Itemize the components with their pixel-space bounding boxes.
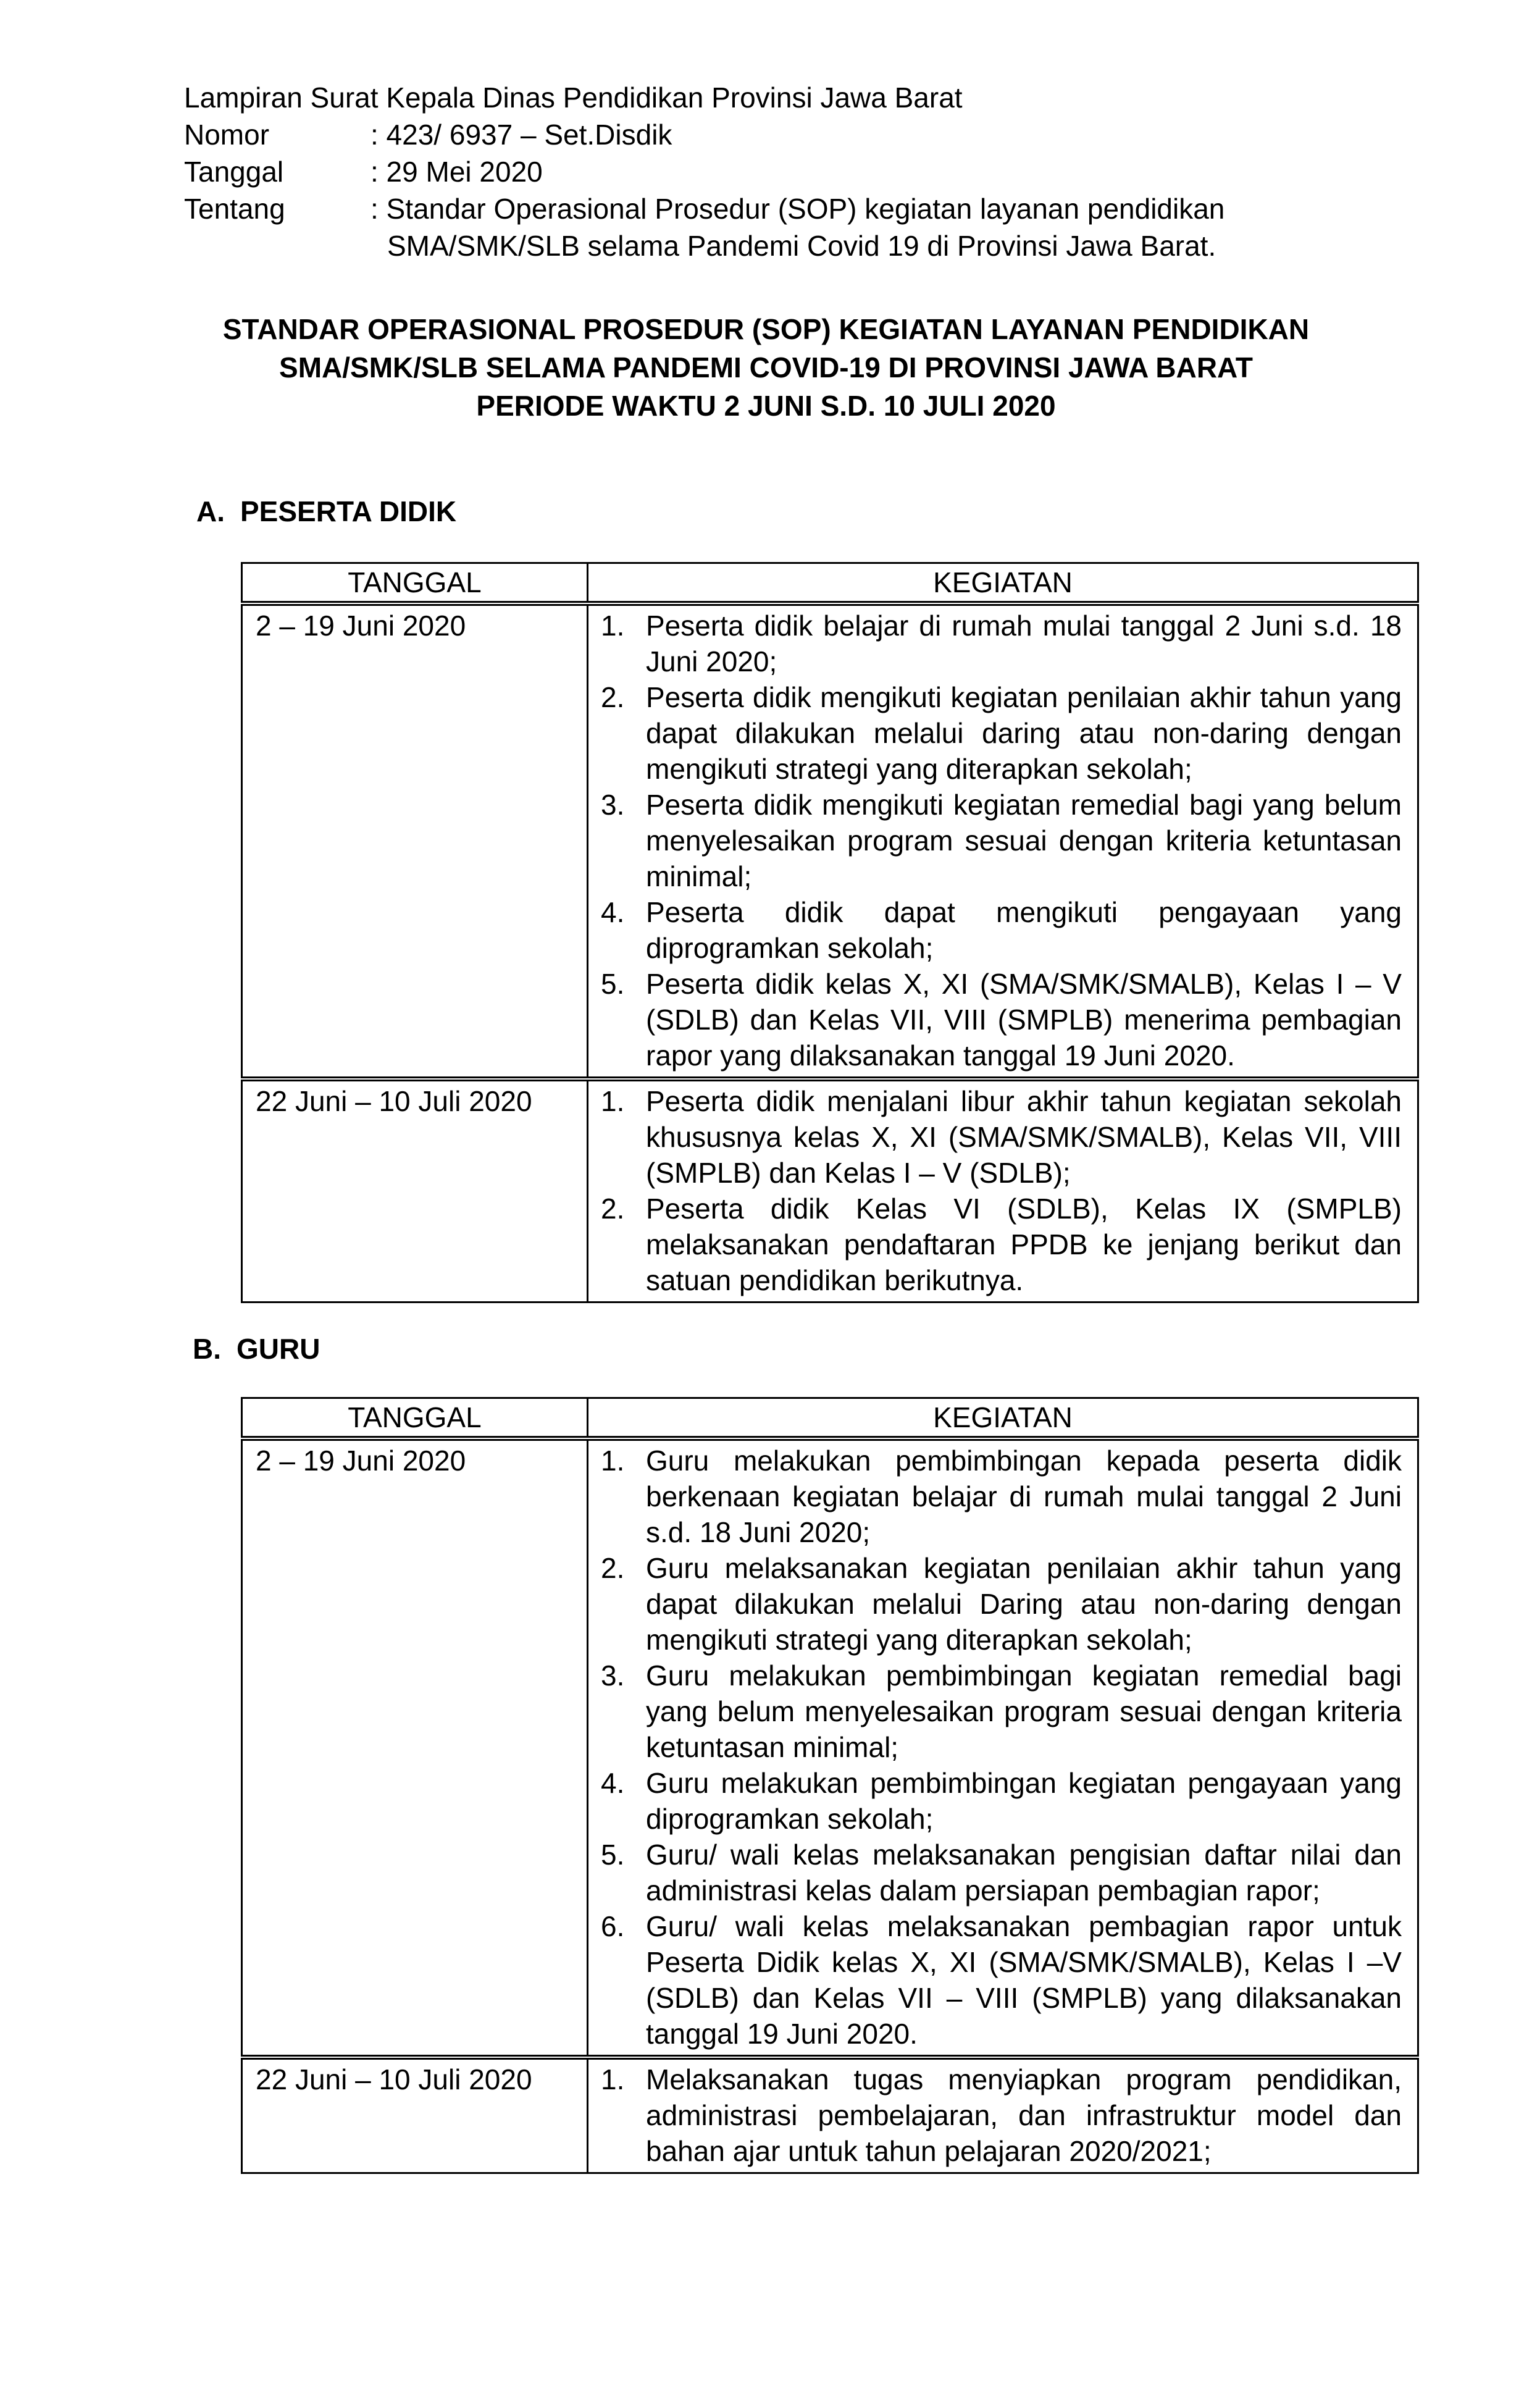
activity-item xyxy=(601,966,1402,1073)
item-number: 2. xyxy=(601,681,625,713)
field-label: Tanggal xyxy=(184,156,284,188)
activity-item xyxy=(601,1658,1402,1765)
activities-cell xyxy=(588,1438,1418,2057)
column-header-tanggal: TANGGAL xyxy=(242,1398,588,1439)
table-row xyxy=(242,1079,1418,1303)
letterhead-reference-block xyxy=(184,79,1351,264)
item-number: 3. xyxy=(601,789,625,821)
item-number: 1. xyxy=(601,2063,625,2095)
field-label: Nomor xyxy=(184,119,270,151)
date-cell: 22 Juni – 10 Juli 2020 xyxy=(242,2057,588,2173)
table-row xyxy=(242,2057,1418,2173)
field-value: : 29 Mei 2020 xyxy=(370,156,543,188)
date-cell: 22 Juni – 10 Juli 2020 xyxy=(242,1079,588,1303)
item-number: 4. xyxy=(601,896,625,928)
field-value: : 423/ 6937 – Set.Disdik xyxy=(370,119,672,151)
section-heading-peserta-didik xyxy=(196,493,1532,530)
activity-item xyxy=(601,1837,1402,1908)
item-text: Melaksanakan tugas menyiapkan program pendidikan, administrasi pembelajaran, dan infrastruktur model dan bahan ajar untuk tahun pelajaran 2020/2021; xyxy=(646,2063,1402,2167)
item-number: 1. xyxy=(601,610,625,642)
item-text: Peserta didik belajar di rumah mulai tanggal 2 Juni s.d. 18 Juni 2020; xyxy=(646,610,1402,678)
activity-item xyxy=(601,1765,1402,1837)
activities-cell xyxy=(588,603,1418,1079)
reference-field-tanggal xyxy=(184,153,1351,190)
item-text: Peserta didik Kelas VI (SDLB), Kelas IX (SMPLB) melaksanakan pendaftaran PPDB ke jenjang berikut dan satuan pendidikan berikutnya. xyxy=(646,1193,1402,1296)
field-value: : Standar Operasional Prosedur (SOP) kegiatan layanan pendidikan SMA/SMK/SLB selama Pandemi Covid 19 di Provinsi Jawa Barat. xyxy=(370,193,1225,262)
activity-item xyxy=(601,608,1402,679)
item-text: Peserta didik mengikuti kegiatan penilaian akhir tahun yang dapat dilakukan melalui daring atau non-daring dengan mengikuti strategi yang diterapkan sekolah; xyxy=(646,681,1402,785)
item-text: Peserta didik mengikuti kegiatan remedial bagi yang belum menyelesaikan program sesuai dengan kriteria ketuntasan minimal; xyxy=(646,789,1402,892)
item-text: Guru melakukan pembimbingan kegiatan pengayaan yang diprogramkan sekolah; xyxy=(646,1767,1402,1835)
item-text: Peserta didik dapat mengikuti pengayaan yang diprogramkan sekolah; xyxy=(646,896,1402,964)
activity-item xyxy=(601,679,1402,787)
date-cell: 2 – 19 Juni 2020 xyxy=(242,603,588,1079)
table-row xyxy=(242,603,1418,1079)
item-text: Guru/ wali kelas melaksanakan pengisian daftar nilai dan administrasi kelas dalam persiapan pembagian rapor; xyxy=(646,1839,1402,1907)
item-number: 1. xyxy=(601,1085,625,1117)
reference-field-tentang xyxy=(184,190,1351,264)
item-text: Guru melaksanakan kegiatan penilaian akhir tahun yang dapat dilakukan melalui Daring atau non-daring dengan mengikuti strategi yang diterapkan sekolah; xyxy=(646,1552,1402,1656)
activity-item xyxy=(601,1083,1402,1191)
title-line-2: SMA/SMK/SLB SELAMA PANDEMI COVID-19 DI PROVINSI JAWA BARAT xyxy=(279,351,1253,384)
section-heading-guru xyxy=(193,1330,1532,1367)
activity-item xyxy=(601,787,1402,894)
section-title: PESERTA DIDIK xyxy=(240,495,457,527)
section-letter: B. xyxy=(193,1333,221,1365)
item-text: Guru melakukan pembimbingan kegiatan remedial bagi yang belum menyelesaikan program sesuai dengan kriteria ketuntasan minimal; xyxy=(646,1659,1402,1763)
item-text: Peserta didik kelas X, XI (SMA/SMK/SMALB), Kelas I – V (SDLB) dan Kelas VII, VIII (SMPLB) menerima pembagian rapor yang dilaksanakan tanggal 19 Juni 2020. xyxy=(646,968,1402,1072)
item-number: 5. xyxy=(601,968,625,1000)
attachment-title: Lampiran Surat Kepala Dinas Pendidikan Provinsi Jawa Barat xyxy=(184,82,963,114)
activity-item xyxy=(601,894,1402,966)
table-header-row xyxy=(242,1398,1418,1439)
item-number: 6. xyxy=(601,1910,625,1942)
title-line-1: STANDAR OPERASIONAL PROSEDUR (SOP) KEGIATAN LAYANAN PENDIDIKAN xyxy=(222,313,1310,345)
item-number: 2. xyxy=(601,1552,625,1584)
reference-field-nomor xyxy=(184,116,1351,153)
section-letter: A. xyxy=(196,495,225,527)
item-number: 4. xyxy=(601,1767,625,1799)
item-text: Guru/ wali kelas melaksanakan pembagian rapor untuk Peserta Didik kelas X, XI (SMA/SMK/SMALB), Kelas I –V (SDLB) dan Kelas VII – VIII (SMPLB) yang dilaksanakan tanggal 19 Juni 2020. xyxy=(646,1910,1402,2050)
document-title xyxy=(0,310,1532,425)
activities-cell xyxy=(588,2057,1418,2173)
table-row xyxy=(242,1438,1418,2057)
item-text: Guru melakukan pembimbingan kepada peserta didik berkenaan kegiatan belajar di rumah mulai tanggal 2 Juni s.d. 18 Juni 2020; xyxy=(646,1445,1402,1548)
item-number: 2. xyxy=(601,1193,625,1225)
activity-item xyxy=(601,1191,1402,1298)
item-text: Peserta didik menjalani libur akhir tahun kegiatan sekolah khususnya kelas X, XI (SMA/SMK/SMALB), Kelas VII, VIII (SMPLB) dan Kelas I – V (SDLB); xyxy=(646,1085,1402,1189)
date-cell: 2 – 19 Juni 2020 xyxy=(242,1438,588,2057)
activity-item xyxy=(601,2062,1402,2169)
activity-item xyxy=(601,1443,1402,1550)
section-title: GURU xyxy=(236,1333,320,1365)
table-header-row xyxy=(242,563,1418,604)
activities-cell xyxy=(588,1079,1418,1303)
column-header-kegiatan: KEGIATAN xyxy=(588,563,1418,604)
activity-item xyxy=(601,1908,1402,2052)
field-label: Tentang xyxy=(184,193,285,225)
item-number: 3. xyxy=(601,1659,625,1692)
title-line-3: PERIODE WAKTU 2 JUNI S.D. 10 JULI 2020 xyxy=(476,390,1056,422)
column-header-kegiatan: KEGIATAN xyxy=(588,1398,1418,1439)
item-number: 5. xyxy=(601,1839,625,1871)
item-number: 1. xyxy=(601,1445,625,1477)
column-header-tanggal: TANGGAL xyxy=(242,563,588,604)
schedule-table-peserta-didik xyxy=(241,562,1419,1303)
schedule-table-guru xyxy=(241,1397,1419,2174)
activity-item xyxy=(601,1550,1402,1658)
